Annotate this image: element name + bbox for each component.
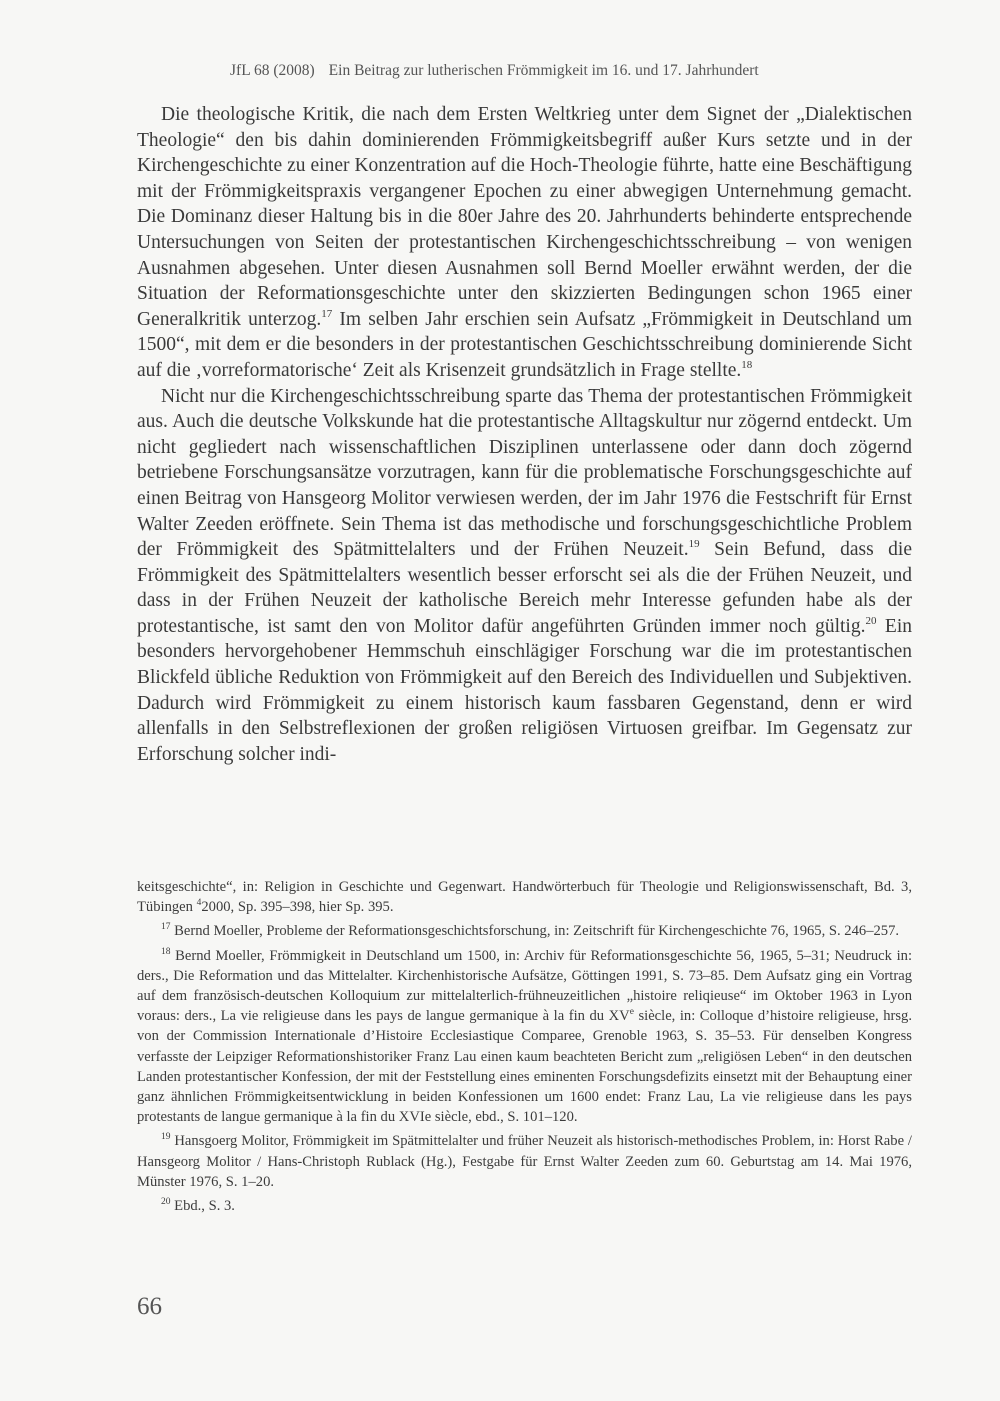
footnote-continuation: keitsgeschichte“, in: Religion in Geschichte und Gegenwart. Handwörterbuch für Theologie und Religionswissenschaft, Bd. 3, Tübingen $^4$2000, Sp. 395–398, hier Sp. 395. bbox=[137, 879, 912, 916]
footnote-number: 19 bbox=[161, 1132, 171, 1143]
footnote-number: 17 bbox=[161, 922, 171, 933]
journal-citation: JfL 68 (2008) bbox=[230, 62, 315, 79]
footnote-19: $^{19}$ Hansgoerg Molitor, Frömmigkeit im Spätmittelalter und früher Neuzeit als historisch-methodisches Problem, in: Horst Rabe / Hansgeorg Molitor / Hans-Christoph Rublack (Hg.), Festgabe für Ernst Walter Zeeden zum 60. Geburtstag am 14. Mai 1976, Münster 1976, S. 1–20. bbox=[137, 1132, 912, 1190]
footnote-ref-20[interactable]: 20 bbox=[865, 614, 877, 627]
paragraph-2: Nicht nur die Kirchengeschichtsschreibung sparte das Thema der protestantischen Frömmigkeit aus. Auch die deutsche Volkskunde hat die protestantische Alltagskultur nur zögernd entdeckt. Um nicht gegliedert nach wissenschaftlichen Disziplinen unterlassene oder dann doch zögernd betriebene Forschungsansätze vorzutragen, kann für die problematische Forschungsgeschichte auf einen Beitrag von Hansgeorg Molitor verwiesen werden, der im Jahr 1976 die Festschrift für Ernst Walter Zeeden eröffnete. Sein Thema ist das methodische und forschungsgeschichtliche Problem der Frömmigkeit des Spätmittelalters und der Frühen Neuzeit.$^{19}$ Sein Befund, dass die Frömmigkeit des Spätmittelalters wesentlich besser erforscht sei als die der Frühen Neuzeit, und dass in der Frühen Neuzeit der katholische Bereich mehr Interesse gefunden habe als der protestantische, ist samt den von Molitor dafür angeführten Gründen immer noch gültig.$^{20}$ Ein besonders hervorgehobener Hemmschuh einschlägiger Forschung war die im protestantischen Blickfeld übliche Reduktion von Frömmigkeit auf den Bereich des Individuellen und Subjektiven. Dadurch wird Frömmigkeit zu einem historisch kaum fassbaren Gegenstand, denn er wird allenfalls in den Selbstreflexionen der großen religiösen Virtuosen greifbar. Im Gegensatz zur Erforschung solcher indi- bbox=[137, 385, 912, 765]
footnote-number: 18 bbox=[161, 946, 171, 957]
footnote-20: $^{20}$ Ebd., S. 3. bbox=[161, 1197, 235, 1215]
footnote-18: $^{18}$ Bernd Moeller, Frömmigkeit in Deutschland um 1500, in: Archiv für Reformationsgeschichte 56, 1965, 5–31; Neudruck in: ders., Die Reformation und das Mittelalter. Kirchenhistorische Aufsätze, Göttingen 1991, S. 73–85. Dem Aufsatz ging ein Vortrag auf dem französisch-deutschen Kolloquium zur mittelalterlich-frühneuzeitlichen „histoire reliqieuse“ im Oktober 1963 in Lyon voraus: ders., La vie religieuse dans les pays de langue germanique à la fin du XVe siècle, in: Colloque d’histoire religieuse, hrsg. von der Commission Internationale d’Histoire Ecclesiastique Comparee, Grenoble 1963, S. 35–53. Für denselben Kongress verfasste der Leipziger Reformationshistoriker Franz Lau einen kaum beachteten Bericht zum „religiösen Leben“ in den deutschen Landen protestantischer Konfession, der mit der Feststellung eines eminenten Forschungsdefizits einsetzt mit der Behauptung einer ganz ähnlichen Frömmigkeitsentwicklung in beiden Konfessionen um 1600 endet: Franz Lau, La vie religieuse dans les pays protestants de langue germanique à la fin du XVIe siècle, ebd., S. 101–120. bbox=[137, 946, 912, 1126]
footnotes bbox=[137, 877, 912, 1220]
paragraph-1: Die theologische Kritik, die nach dem Ersten Weltkrieg unter dem Signet der „Dialektischen Theologie“ den bis dahin dominierenden Frömmigkeitsbegriff außer Kurs setzte und in der Kirchengeschichte zu einer Konzentration auf die Hoch-Theologie führte, hatte eine Beschäftigung mit der Frömmigkeitspraxis vergangener Epochen zu einer abwegigen Unternehmung gemacht. Die Dominanz dieser Haltung bis in die 80er Jahre des 20. Jahrhunderts behinderte entsprechende Untersuchungen von Seiten der protestantischen Kirchengeschichtsschreibung – von wenigen Ausnahmen abgesehen. Unter diesen Ausnahmen soll Bernd Moeller erwähnt werden, der die Situation der Reformationsgeschichte unter den skizzierten Bedingungen schon 1965 einer Generalkritik unterzog.$^{17}$ Im selben Jahr erschien sein Aufsatz „Frömmigkeit in Deutschland um 1500“, mit dem er die besonders in der protestantischen Geschichtsschreibung dominierende Sicht auf die ‚vorreformatorische‘ Zeit als Krisenzeit grundsätzlich in Frage stellte.$^{18}$ bbox=[137, 104, 912, 381]
article-title: Ein Beitrag zur lutherischen Frömmigkeit im 16. und 17. Jahrhundert bbox=[328, 62, 759, 79]
footnote-ref-18[interactable]: 18 bbox=[741, 358, 753, 371]
page-number: 66 bbox=[137, 1293, 162, 1320]
running-header bbox=[230, 62, 1000, 80]
footnote-17: $^{17}$ Bernd Moeller, Probleme der Reformationsgeschichtsforschung, in: Zeitschrift für Kirchengeschichte 76, 1965, S. 246–257. bbox=[161, 922, 900, 940]
footnote-number: 20 bbox=[161, 1197, 171, 1208]
footnote-ref-17[interactable]: 17 bbox=[321, 307, 333, 320]
footnote-ref-19[interactable]: 19 bbox=[688, 538, 700, 551]
body-text bbox=[137, 102, 912, 767]
